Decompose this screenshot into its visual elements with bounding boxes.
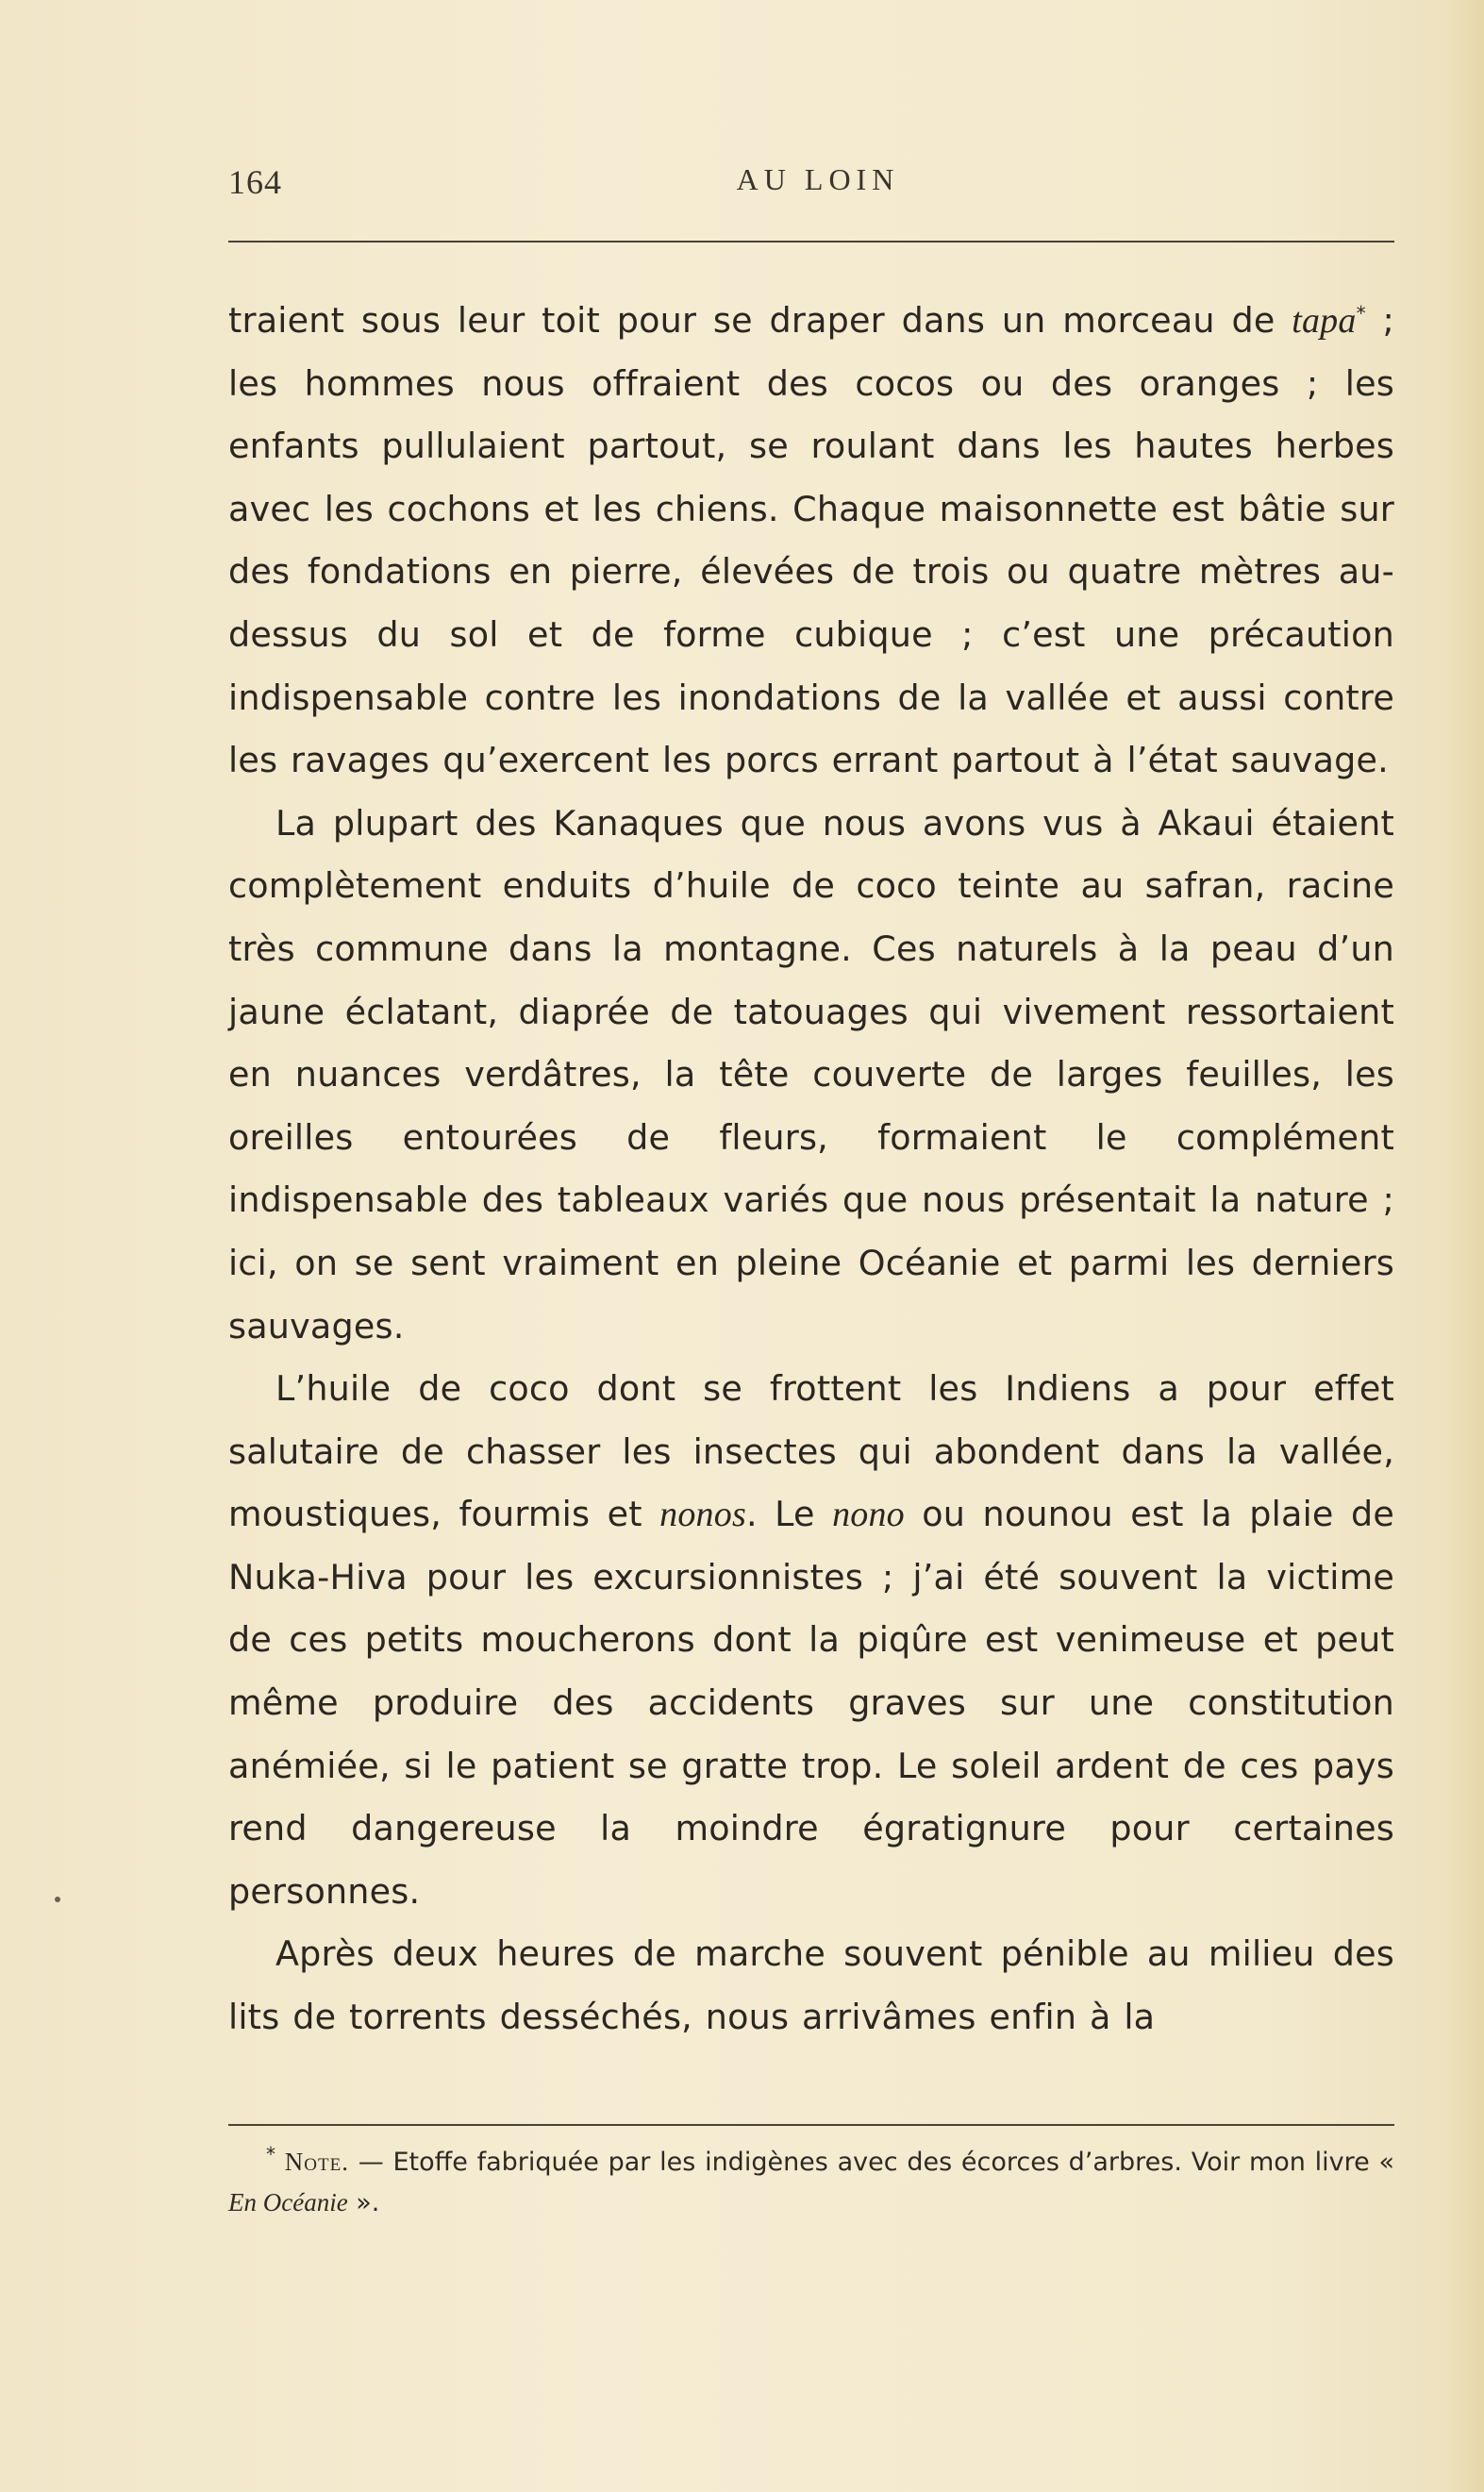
footnote xyxy=(228,2142,1394,2223)
paragraph-1-text-b: ; les hommes nous offraient des cocos ou des oranges ; les enfants pullulaient partout, se roulant dans les hautes herbes avec les cochons et les chiens. Chaque maisonnette est bâtie sur des fondations en pierre, élevées de trois ou quatre mètres au-dessus du sol et de forme cubique ; c’est une précaution indispensable contre les inondations de la vallée et aussi contre les ravages qu’exercent les porcs errant partout à l’état sauvage. xyxy=(228,300,1394,781)
italic-nono: nono xyxy=(832,1495,905,1535)
paragraph-2: La plupart des Kanaques que nous avons vus à Akaui étaient complètement enduits d’huile de coco teinte au safran, racine très commune dans la montagne. Ces naturels à la peau d’un jaune éclatant, diaprée de tatouages qui vivement ressortaient en nuances verdâtres, la tête couverte de larges feuilles, les oreilles entourées de fleurs, formaient le complément indispensable des tableaux variés que nous présentait la nature ; ici, on se sent vraiment en pleine Océanie et parmi les derniers sauvages. xyxy=(228,802,1394,1346)
footnote-rule xyxy=(228,2124,1394,2126)
footnote-text xyxy=(228,2142,1394,2223)
paragraph-3-text-b: . Le xyxy=(745,1494,833,1535)
footnote-label: Note. xyxy=(284,2148,349,2176)
footnote-reference-mark: * xyxy=(1356,301,1366,325)
italic-nonos: nonos xyxy=(659,1495,746,1535)
margin-speck xyxy=(55,1897,60,1902)
page-edge-shading xyxy=(1446,0,1484,2492)
paragraph-1-text-a: traient sous leur toit pour se draper dans un morceau de xyxy=(228,300,1292,341)
footnote-mark: * xyxy=(266,2143,275,2166)
main-text xyxy=(228,290,1394,2049)
italic-tapa: tapa xyxy=(1292,301,1357,341)
header-rule xyxy=(228,241,1394,243)
footnote-body-a: — Etoffe fabriquée par les indigènes avec des écorces d’arbres. Voir mon livre « xyxy=(348,2148,1394,2177)
paragraph-3-text-c: ou nounou est la plaie de Nuka-Hiva pour les excursionnistes ; j’ai été souvent la victime de ces petits moucherons dont la piqûre est venimeuse et peut même produire des accidents graves sur une constitution anémiée, si le patient se gratte trop. Le soleil ardent de ces pays rend dangereuse la moindre égratignure pour certaines personnes. xyxy=(228,1494,1394,1912)
footnote-book-title: En Océanie xyxy=(228,2188,348,2216)
paragraph-3-text-a: L’huile de coco dont se frottent les Indiens a pour effet salutaire de chasser les insectes qui abondent dans la vallée, moustiques, fourmis et xyxy=(228,1368,1394,1535)
page-header xyxy=(228,162,1394,219)
paragraph-3 xyxy=(228,1358,1394,1923)
paragraph-4: Après deux heures de marche souvent pénible au milieu des lits de torrents desséchés, nous arrivâmes enfin à la xyxy=(228,1933,1394,2038)
running-title: AU LOIN xyxy=(736,162,900,196)
paragraph-1 xyxy=(228,290,1394,793)
page-number: 164 xyxy=(228,163,282,201)
footnote-body-b: ». xyxy=(347,2188,380,2217)
